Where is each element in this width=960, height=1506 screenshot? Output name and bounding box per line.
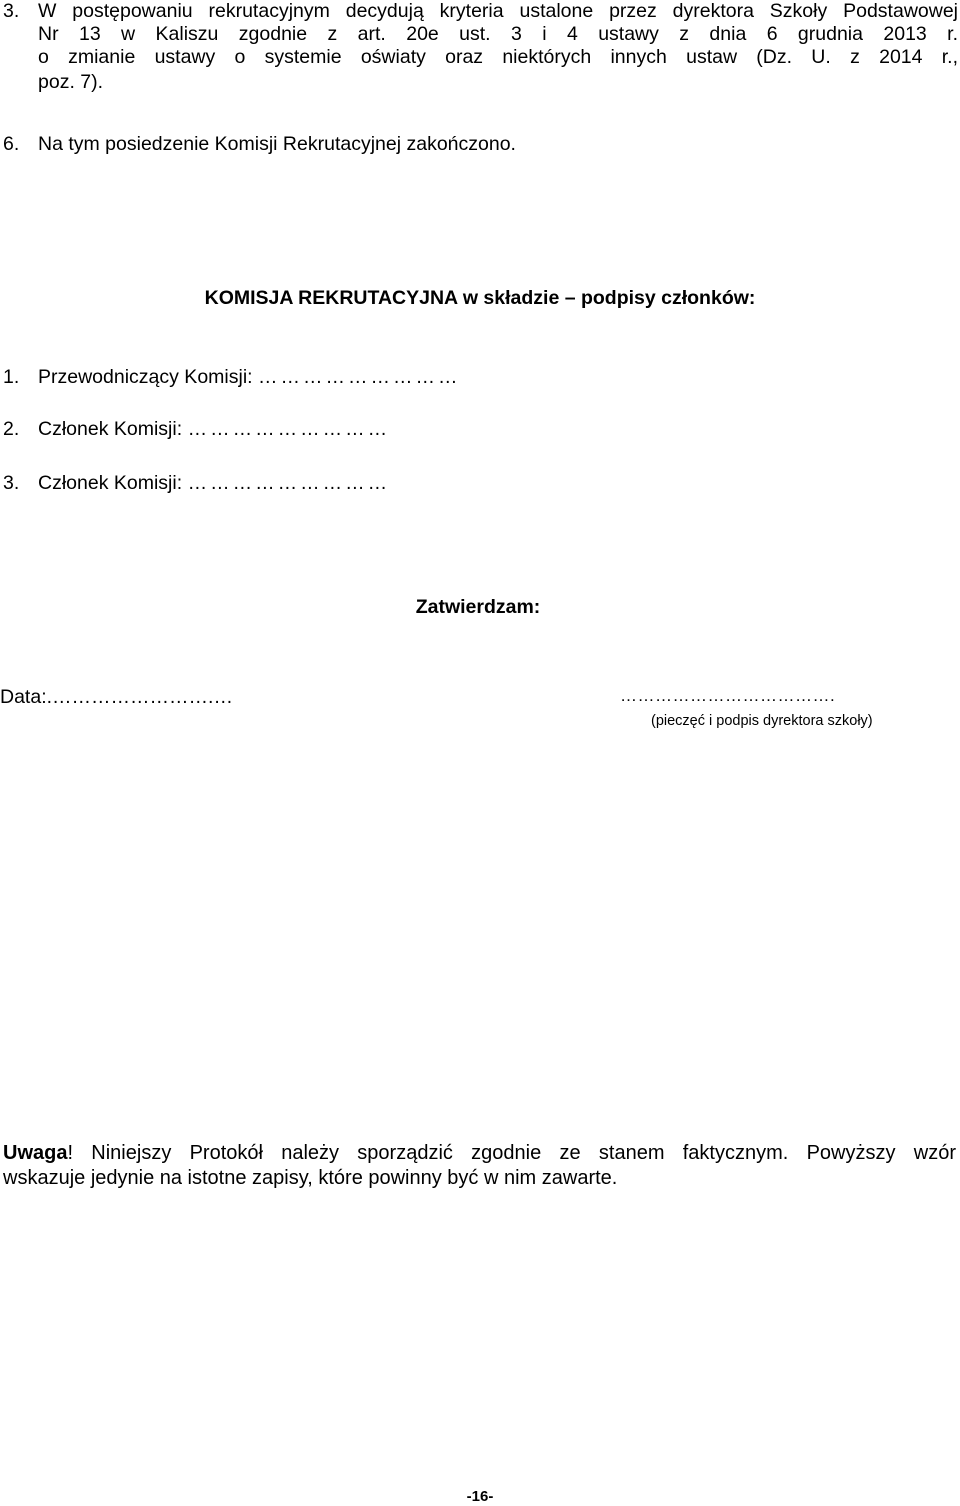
date-field: Data:.…………………….… <box>0 686 233 708</box>
signature-3-line <box>38 472 390 495</box>
signature-1-line <box>38 366 461 389</box>
director-signature-caption: (pieczęć i podpis dyrektora szkoły) <box>651 713 873 729</box>
signature-1-number: 1. <box>3 366 20 388</box>
director-signature-line: ………………………………. <box>620 686 836 705</box>
signature-2-number: 2. <box>3 418 20 440</box>
signature-2-dots: ……………………… <box>187 418 391 440</box>
signature-1-label: Przewodniczący Komisji: <box>38 366 253 388</box>
commission-heading: KOMISJA REKRUTACYJNA w składzie – podpisy członków: <box>204 287 756 309</box>
item-3-line-3: o zmianie ustawy o systemie oświaty oraz niektórych innych ustaw (Dz. U. z 2014 r., <box>38 46 958 68</box>
item-3-line-2: Nr 13 w Kaliszu zgodnie z art. 20e ust. 3 i 4 ustawy z dnia 6 grudnia 2013 r. <box>38 23 958 45</box>
note-line-2: wskazuje jedynie na istotne zapisy, które powinny być w nim zawarte. <box>3 1167 618 1189</box>
signature-2-label: Członek Komisji: <box>38 418 183 440</box>
item-3-number: 3. <box>3 0 20 22</box>
signature-3-number: 3. <box>3 472 20 494</box>
item-6-number: 6. <box>3 133 20 155</box>
item-6-text: Na tym posiedzenie Komisji Rekrutacyjnej zakończono. <box>38 133 516 155</box>
note-line-1 <box>3 1142 956 1165</box>
approval-heading: Zatwierdzam: <box>415 596 541 618</box>
item-3-line-4: poz. 7). <box>38 71 104 93</box>
signature-3-label: Członek Komisji: <box>38 472 183 494</box>
signature-2-line <box>38 418 390 441</box>
signature-1-dots: ……………………… <box>258 366 461 388</box>
item-3-line-1: W postępowaniu rekrutacyjnym decydują kryteria ustalone przez dyrektora Szkoły Podstawowej <box>38 0 958 22</box>
signature-3-dots: ……………………… <box>187 472 391 494</box>
page-number: -16- <box>466 1488 494 1505</box>
note-bold-prefix: Uwaga <box>3 1142 68 1164</box>
note-line-1-text: ! Niniejszy Protokół należy sporządzić zgodnie ze stanem faktycznym. Powyższy wzór <box>67 1142 956 1164</box>
